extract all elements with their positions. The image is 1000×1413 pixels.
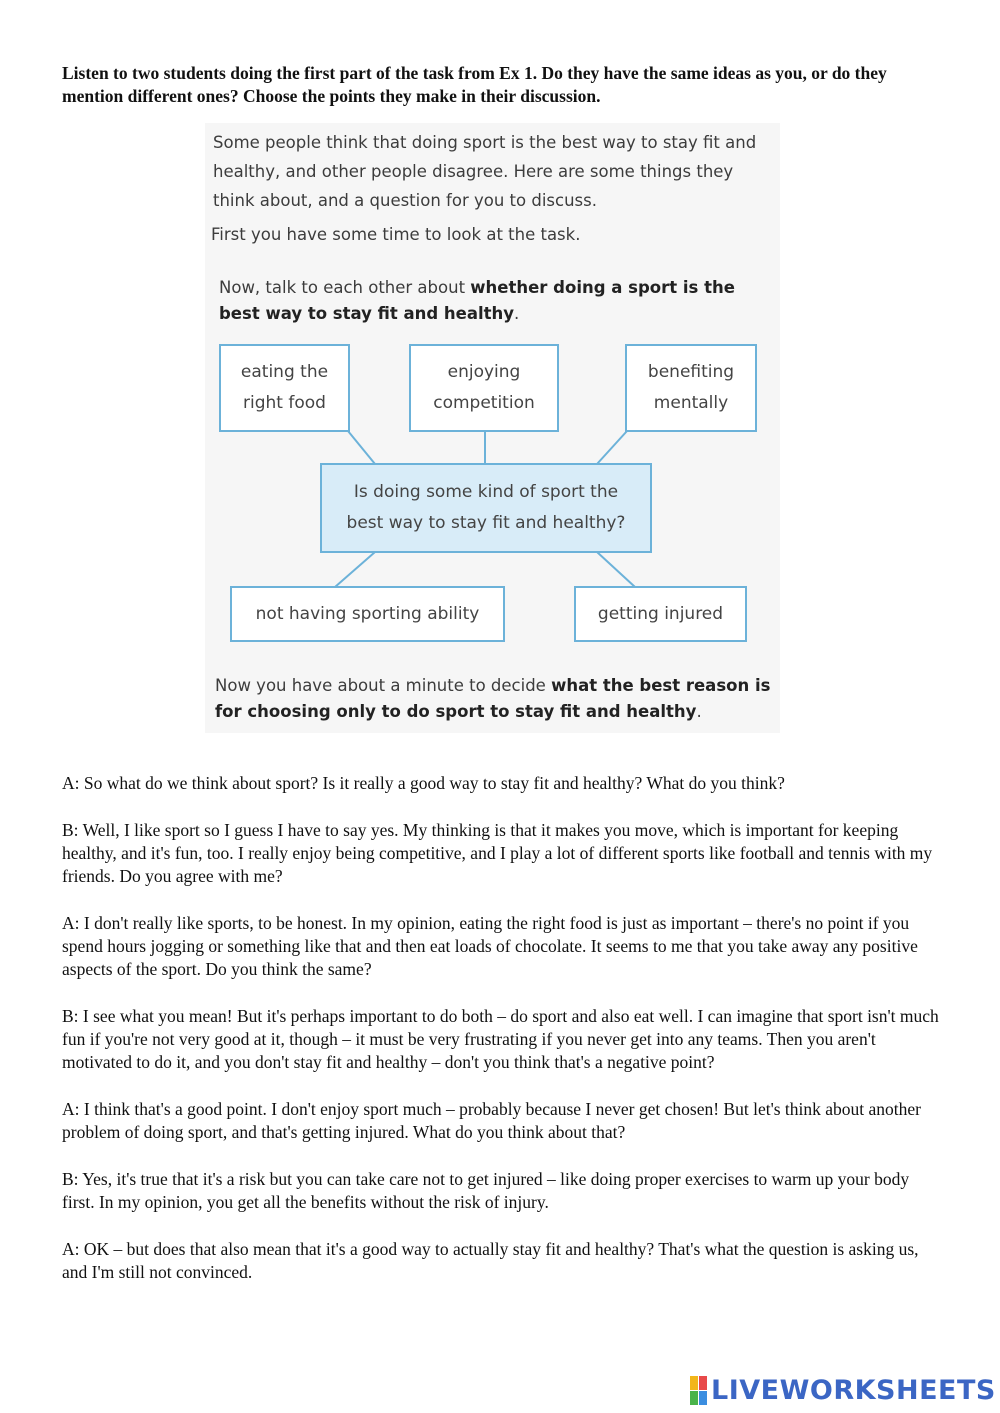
liveworksheets-logo	[690, 1375, 996, 1406]
decide-plain: Now you have about a minute to decide	[215, 676, 552, 695]
dialogue-line: A: So what do we think about sport? Is it really a good way to stay fit and healthy? What do you think?	[62, 773, 785, 793]
box-eating-right-food: eating the right food	[219, 344, 350, 432]
task-intro: Some people think that doing sport is the best way to stay fit and healthy, and other people disagree. Here are some things they think about, and a question for you to discuss.	[213, 133, 757, 210]
dialogue-line: B: I see what you mean! But it's perhaps important to do both – do sport and also eat well. I can imagine that sport isn't much fun if you're not very good at it, though – it must be very frustrating if you never get into any teams. Then you aren't motivated to do it, and you don't stay fit and healthy – don't you think that's a negative point?	[62, 1006, 939, 1072]
box-getting-injured: getting injured	[574, 586, 747, 642]
logo-text: LIVEWORKSHEETS	[711, 1375, 996, 1406]
prompt-end: .	[514, 304, 520, 323]
dialogue-line: B: Well, I like sport so I guess I have to say yes. My thinking is that it makes you move, which is important for keeping healthy, and it's fun, too. I really enjoy being competitive, and I play a lot of different sports like football and tennis with my friends. Do you agree with me?	[62, 820, 933, 886]
prompt-bold: whether doing a sport is the best way to stay fit and healthy	[219, 278, 735, 323]
decide-end: .	[696, 702, 702, 721]
dialogue-line: B: Yes, it's true that it's a risk but you can take care not to get injured – like doing proper exercises to warm up your body first. In my opinion, you get all the benefits without the risk of injury.	[62, 1169, 910, 1212]
box-enjoying-competition: enjoying competition	[409, 344, 559, 432]
box-not-having-sporting-ability: not having sporting ability	[230, 586, 505, 642]
task-card	[205, 123, 780, 733]
dialogue-line: A: OK – but does that also mean that it's a good way to actually stay fit and healthy? That's what the question is asking us, and I'm still not convinced.	[62, 1239, 919, 1282]
instructions: Listen to two students doing the first part of the task from Ex 1. Do they have the same ideas as you, or do they mention different ones? Choose the points they make in their discussion.	[62, 63, 887, 106]
box-benefiting-mentally: benefiting mentally	[625, 344, 757, 432]
prompt-plain: Now, talk to each other about	[219, 278, 471, 297]
decide-bold: what the best reason is for choosing only to do sport to stay fit and healthy	[215, 676, 771, 721]
dialogue	[62, 772, 942, 1308]
dialogue-line: A: I think that's a good point. I don't enjoy sport much – probably because I never get chosen! But let's think about another problem of doing sport, and that's getting injured. What do you think about that?	[62, 1099, 921, 1142]
dialogue-line: A: I don't really like sports, to be honest. In my opinion, eating the right food is just as important – there's no point if you spend hours jogging or something like that and then eat loads of chocolate. It seems to me that you take away any positive aspects of the sport. Do you think the same?	[62, 913, 918, 979]
logo-mark-icon	[690, 1376, 707, 1405]
task-intro-time: First you have some time to look at the task.	[211, 225, 581, 244]
box-central-question: Is doing some kind of sport the best way to stay fit and healthy?	[320, 463, 652, 553]
task-decide	[215, 673, 780, 725]
